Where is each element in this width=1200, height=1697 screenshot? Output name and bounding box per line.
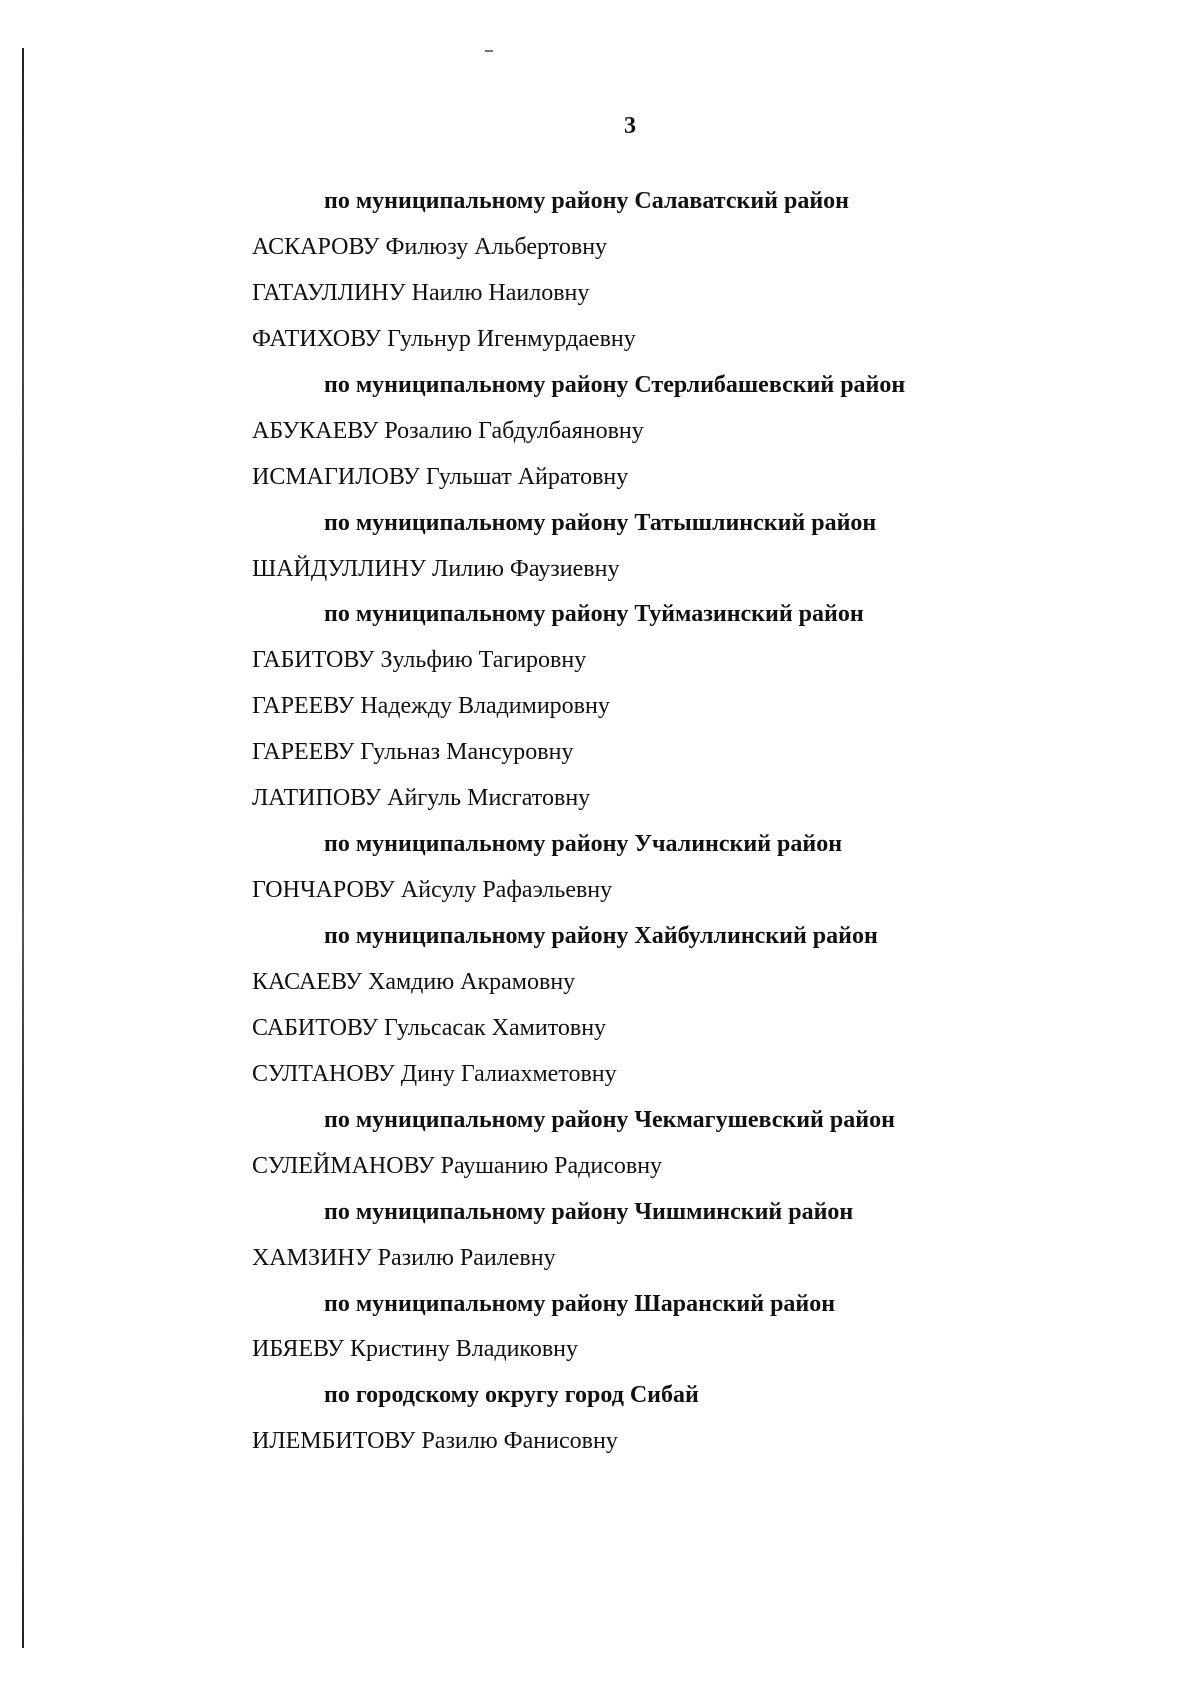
person-name: ГОНЧАРОВУ Айсулу Рафаэльевну <box>252 877 613 904</box>
person-name: СУЛЕЙМАНОВУ Раушанию Радисовну <box>252 1152 663 1179</box>
district-header: по муниципальному району Салаватский район <box>324 188 849 214</box>
person-name: ГАТАУЛЛИНУ Наилю Наиловну <box>252 279 590 306</box>
district-header: по муниципальному району Чекмагушевский район <box>324 1106 895 1133</box>
district-header: по муниципальному району Шаранский район <box>324 1290 836 1317</box>
document-body <box>252 178 1072 1464</box>
district-header: по городскому округу город Сибай <box>324 1382 699 1409</box>
district-header: по муниципальному району Чишминский район <box>324 1198 854 1225</box>
person-name: ХАМЗИНУ Разилю Раилевну <box>252 1244 556 1271</box>
person-name: САБИТОВУ Гульсасак Хамитовну <box>252 1014 607 1041</box>
person-name: ШАЙДУЛЛИНУ Лилию Фаузиевну <box>252 555 620 582</box>
person-name: СУЛТАНОВУ Дину Галиахметовну <box>252 1060 617 1087</box>
district-header: по муниципальному району Стерлибашевский район <box>324 371 906 398</box>
person-name: ГАБИТОВУ Зульфию Тагировну <box>252 647 587 674</box>
person-name: ФАТИХОВУ Гульнур Игенмурдаевну <box>252 325 636 352</box>
district-header: по муниципальному району Туймазинский район <box>324 601 864 628</box>
page-number: 3 <box>624 113 636 139</box>
person-name: ИБЯЕВУ Кристину Владиковну <box>252 1336 579 1363</box>
district-header: по муниципальному району Хайбуллинский район <box>324 923 878 949</box>
district-header: по муниципальному району Учалинский район <box>324 831 843 858</box>
scan-edge-line <box>22 48 24 1648</box>
person-name: ИСМАГИЛОВУ Гульшат Айратовну <box>252 463 629 490</box>
scan-artifact <box>485 50 493 52</box>
person-name: ЛАТИПОВУ Айгуль Мисгатовну <box>252 785 591 812</box>
district-header: по муниципальному району Татышлинский район <box>324 509 877 536</box>
person-name: ГАРЕЕВУ Гульназ Мансуровну <box>252 739 574 766</box>
person-name: ИЛЕМБИТОВУ Разилю Фанисовну <box>252 1428 618 1455</box>
person-name: АБУКАЕВУ Розалию Габдулбаяновну <box>252 417 644 444</box>
person-name: АСКАРОВУ Филюзу Альбертовну <box>252 233 608 260</box>
person-name: ГАРЕЕВУ Надежду Владимировну <box>252 693 610 720</box>
person-name: КАСАЕВУ Хамдию Акрамовну <box>252 968 576 995</box>
